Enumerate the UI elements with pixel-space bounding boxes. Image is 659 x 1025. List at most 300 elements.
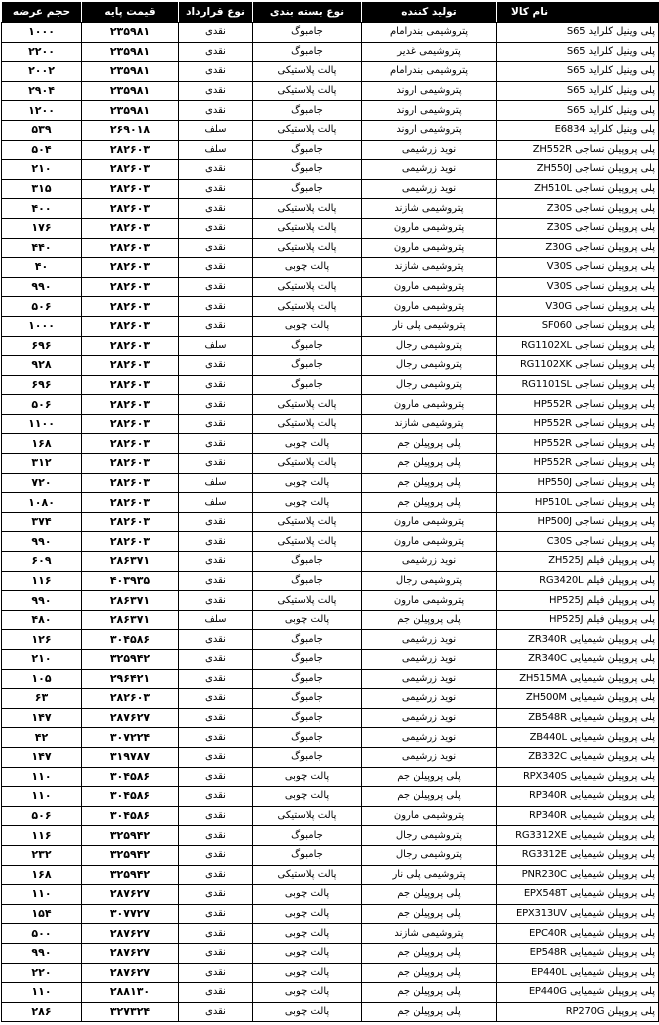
supply-volume-cell: ۱۱۰ — [2, 983, 82, 1003]
header-contract: نوع قرارداد — [179, 2, 253, 23]
packing-type-cell: پالت چوبی — [253, 473, 362, 493]
packing-type-cell: جامبوگ — [253, 23, 362, 43]
price-table — [1, 1, 659, 1022]
base-price-cell: ۳۰۴۵۸۶ — [82, 787, 179, 807]
table-row — [2, 983, 659, 1003]
base-price-cell: ۲۳۵۹۸۱ — [82, 42, 179, 62]
producer-cell: نوید زرشیمی — [362, 728, 497, 748]
table-row — [2, 160, 659, 180]
supply-volume-cell: ۱۶۸ — [2, 865, 82, 885]
base-price-cell: ۲۸۲۶۰۳ — [82, 336, 179, 356]
table-row — [2, 297, 659, 317]
contract-type-cell: نقدی — [179, 179, 253, 199]
producer-cell: پتروشیمی مارون — [362, 591, 497, 611]
contract-type-cell: نقدی — [179, 747, 253, 767]
product-name-cell: پلی پروپیلن شیمیایی EPC40R — [497, 924, 659, 944]
product-name-cell: پلی وینیل کلراید S65 — [497, 101, 659, 121]
table-row — [2, 512, 659, 532]
supply-volume-cell: ۱۰۵ — [2, 669, 82, 689]
product-name-cell: پلی پروپیلن شیمیایی EP440L — [497, 963, 659, 983]
base-price-cell: ۲۸۲۶۰۳ — [82, 140, 179, 160]
supply-volume-cell: ۱۷۶ — [2, 218, 82, 238]
packing-type-cell: پالت چوبی — [253, 885, 362, 905]
header-packing: نوع بسته بندی — [253, 2, 362, 23]
supply-volume-cell: ۹۹۰ — [2, 591, 82, 611]
producer-cell: پتروشیمی شازند — [362, 258, 497, 278]
product-name-cell: پلی پروپیلن شیمیایی EP440G — [497, 983, 659, 1003]
table-row — [2, 669, 659, 689]
packing-type-cell: پالت پلاستیکی — [253, 81, 362, 101]
contract-type-cell: نقدی — [179, 806, 253, 826]
base-price-cell: ۲۸۲۶۰۳ — [82, 199, 179, 219]
packing-type-cell: جامبوگ — [253, 101, 362, 121]
table-row — [2, 924, 659, 944]
supply-volume-cell: ۷۲۰ — [2, 473, 82, 493]
supply-volume-cell: ۳۷۴ — [2, 512, 82, 532]
contract-type-cell: نقدی — [179, 62, 253, 82]
contract-type-cell: سلف — [179, 140, 253, 160]
product-name-cell: پلی پروپیلن نساجی ZH550J — [497, 160, 659, 180]
producer-cell: پتروشیمی مارون — [362, 532, 497, 552]
product-name-cell: پلی پروپیلن نساجی HP552R — [497, 395, 659, 415]
product-name-cell: پلی پروپیلن فیلم ZH525J — [497, 552, 659, 572]
packing-type-cell: پالت چوبی — [253, 983, 362, 1003]
table-row — [2, 493, 659, 513]
base-price-cell: ۲۸۲۶۰۳ — [82, 277, 179, 297]
supply-volume-cell: ۱۵۴ — [2, 904, 82, 924]
table-row — [2, 650, 659, 670]
base-price-cell: ۲۸۷۶۲۷ — [82, 885, 179, 905]
contract-type-cell: نقدی — [179, 983, 253, 1003]
table-row — [2, 591, 659, 611]
table-row — [2, 395, 659, 415]
table-row — [2, 42, 659, 62]
base-price-cell: ۲۸۸۱۳۰ — [82, 983, 179, 1003]
contract-type-cell: نقدی — [179, 277, 253, 297]
base-price-cell: ۲۸۷۶۲۷ — [82, 708, 179, 728]
packing-type-cell: پالت چوبی — [253, 493, 362, 513]
supply-volume-cell: ۹۹۰ — [2, 277, 82, 297]
producer-cell: نوید زرشیمی — [362, 630, 497, 650]
contract-type-cell: نقدی — [179, 454, 253, 474]
product-name-cell: پلی پروپیلن شیمیایی ZR340C — [497, 650, 659, 670]
table-row — [2, 218, 659, 238]
product-name-cell: پلی پروپیلن نساجی Z30G — [497, 238, 659, 258]
product-name-cell: پلی پروپیلن شیمیایی EPX548T — [497, 885, 659, 905]
product-name-cell: پلی پروپیلن نساجی HP552R — [497, 414, 659, 434]
supply-volume-cell: ۱۱۰ — [2, 885, 82, 905]
table-row — [2, 179, 659, 199]
producer-cell: پتروشیمی شازند — [362, 199, 497, 219]
product-name-cell: پلی پروپیلن شیمیایی RPX340S — [497, 767, 659, 787]
product-name-cell: پلی پروپیلن شیمیایی ZH515MA — [497, 669, 659, 689]
base-price-cell: ۲۳۵۹۸۱ — [82, 101, 179, 121]
contract-type-cell: سلف — [179, 120, 253, 140]
product-name-cell: پلی وینیل کلراید S65 — [497, 62, 659, 82]
table-row — [2, 336, 659, 356]
contract-type-cell: نقدی — [179, 689, 253, 709]
product-name-cell: پلی پروپیلن شیمیایی PNR230C — [497, 865, 659, 885]
contract-type-cell: نقدی — [179, 552, 253, 572]
base-price-cell: ۲۸۲۶۰۳ — [82, 316, 179, 336]
producer-cell: پتروشیمی مارون — [362, 297, 497, 317]
base-price-cell: ۲۹۶۴۲۱ — [82, 669, 179, 689]
table-row — [2, 101, 659, 121]
contract-type-cell: نقدی — [179, 238, 253, 258]
packing-type-cell: پالت چوبی — [253, 787, 362, 807]
base-price-cell: ۲۳۵۹۸۱ — [82, 23, 179, 43]
table-row — [2, 356, 659, 376]
contract-type-cell: نقدی — [179, 395, 253, 415]
contract-type-cell: نقدی — [179, 708, 253, 728]
product-name-cell: پلی وینیل کلراید S65 — [497, 81, 659, 101]
producer-cell: نوید زرشیمی — [362, 747, 497, 767]
producer-cell: پتروشیمی رجال — [362, 845, 497, 865]
base-price-cell: ۲۸۲۶۰۳ — [82, 395, 179, 415]
base-price-cell: ۲۸۲۶۰۳ — [82, 179, 179, 199]
product-name-cell: پلی پروپیلن نساجی HP550J — [497, 473, 659, 493]
product-name-cell: پلی پروپیلن شیمیایی RP340R — [497, 787, 659, 807]
contract-type-cell: نقدی — [179, 904, 253, 924]
table-row — [2, 375, 659, 395]
packing-type-cell: پالت پلاستیکی — [253, 199, 362, 219]
header-producer: تولید کننده — [362, 2, 497, 23]
supply-volume-cell: ۲۰۰۲ — [2, 62, 82, 82]
product-name-cell: پلی پروپیلن شیمیایی EPX313UV — [497, 904, 659, 924]
product-name-cell: پلی پروپیلن RP270G — [497, 1002, 659, 1022]
producer-cell: پتروشیمی مارون — [362, 218, 497, 238]
base-price-cell: ۳۲۷۳۲۴ — [82, 1002, 179, 1022]
base-price-cell: ۲۸۲۶۰۳ — [82, 532, 179, 552]
table-row — [2, 1002, 659, 1022]
packing-type-cell: پالت پلاستیکی — [253, 591, 362, 611]
supply-volume-cell: ۲۹۰۴ — [2, 81, 82, 101]
table-row — [2, 199, 659, 219]
table-row — [2, 140, 659, 160]
producer-cell: پتروشیمی مارون — [362, 277, 497, 297]
contract-type-cell: نقدی — [179, 787, 253, 807]
contract-type-cell: نقدی — [179, 865, 253, 885]
supply-volume-cell: ۶۹۶ — [2, 375, 82, 395]
packing-type-cell: پالت پلاستیکی — [253, 238, 362, 258]
table-row — [2, 747, 659, 767]
contract-type-cell: سلف — [179, 473, 253, 493]
producer-cell: پلی پروپیلن جم — [362, 885, 497, 905]
packing-type-cell: پالت چوبی — [253, 316, 362, 336]
product-name-cell: پلی پروپیلن نساجی RG1101SL — [497, 375, 659, 395]
packing-type-cell: جامبوگ — [253, 140, 362, 160]
product-name-cell: پلی پروپیلن شیمیایی RG3312E — [497, 845, 659, 865]
producer-cell: پتروشیمی پلی نار — [362, 865, 497, 885]
packing-type-cell: جامبوگ — [253, 630, 362, 650]
table-row — [2, 258, 659, 278]
producer-cell: نوید زرشیمی — [362, 140, 497, 160]
product-name-cell: پلی پروپیلن نساجی V30S — [497, 277, 659, 297]
packing-type-cell: جامبوگ — [253, 689, 362, 709]
product-name-cell: پلی پروپیلن شیمیایی ZB332C — [497, 747, 659, 767]
packing-type-cell: پالت چوبی — [253, 1002, 362, 1022]
packing-type-cell: پالت چوبی — [253, 924, 362, 944]
table-row — [2, 454, 659, 474]
packing-type-cell: جامبوگ — [253, 552, 362, 572]
table-body — [2, 23, 659, 1022]
packing-type-cell: پالت پلاستیکی — [253, 120, 362, 140]
supply-volume-cell: ۳۱۲ — [2, 454, 82, 474]
producer-cell: پتروشیمی اروند — [362, 120, 497, 140]
supply-volume-cell: ۴۲ — [2, 728, 82, 748]
product-name-cell: پلی پروپیلن نساجی HP552R — [497, 434, 659, 454]
product-name-cell: پلی پروپیلن شیمیایی RP340R — [497, 806, 659, 826]
base-price-cell: ۳۲۵۹۴۲ — [82, 845, 179, 865]
supply-volume-cell: ۵۳۹ — [2, 120, 82, 140]
table-row — [2, 885, 659, 905]
product-name-cell: پلی پروپیلن نساجی HP500J — [497, 512, 659, 532]
producer-cell: پلی پروپیلن جم — [362, 983, 497, 1003]
producer-cell: پلی پروپیلن جم — [362, 943, 497, 963]
base-price-cell: ۲۸۲۶۰۳ — [82, 454, 179, 474]
contract-type-cell: نقدی — [179, 356, 253, 376]
base-price-cell: ۲۸۶۳۷۱ — [82, 610, 179, 630]
base-price-cell: ۲۸۲۶۰۳ — [82, 258, 179, 278]
product-name-cell: پلی وینیل کلراید S65 — [497, 42, 659, 62]
supply-volume-cell: ۵۰۶ — [2, 395, 82, 415]
product-name-cell: پلی پروپیلن شیمیایی ZR340R — [497, 630, 659, 650]
packing-type-cell: پالت پلاستیکی — [253, 395, 362, 415]
contract-type-cell: نقدی — [179, 81, 253, 101]
packing-type-cell: پالت پلاستیکی — [253, 532, 362, 552]
producer-cell: پلی پروپیلن جم — [362, 493, 497, 513]
table-row — [2, 826, 659, 846]
product-name-cell: پلی پروپیلن نساجی V30G — [497, 297, 659, 317]
contract-type-cell: نقدی — [179, 199, 253, 219]
packing-type-cell: جامبوگ — [253, 650, 362, 670]
base-price-cell: ۲۸۲۶۰۳ — [82, 473, 179, 493]
supply-volume-cell: ۴۴۰ — [2, 238, 82, 258]
header-volume: حجم عرضه — [2, 2, 82, 23]
product-name-cell: پلی پروپیلن فیلم RG3420L — [497, 571, 659, 591]
packing-type-cell: جامبوگ — [253, 669, 362, 689]
product-name-cell: پلی پروپیلن نساجی Z30S — [497, 218, 659, 238]
producer-cell: پتروشیمی اروند — [362, 101, 497, 121]
producer-cell: پتروشیمی مارون — [362, 395, 497, 415]
supply-volume-cell: ۹۹۰ — [2, 943, 82, 963]
contract-type-cell: نقدی — [179, 591, 253, 611]
contract-type-cell: نقدی — [179, 767, 253, 787]
contract-type-cell: نقدی — [179, 218, 253, 238]
base-price-cell: ۲۸۶۳۷۱ — [82, 552, 179, 572]
table-row — [2, 532, 659, 552]
supply-volume-cell: ۶۹۶ — [2, 336, 82, 356]
supply-volume-cell: ۲۲۰۰ — [2, 42, 82, 62]
packing-type-cell: جامبوگ — [253, 179, 362, 199]
packing-type-cell: جامبوگ — [253, 356, 362, 376]
base-price-cell: ۳۰۷۲۲۴ — [82, 728, 179, 748]
product-name-cell: پلی وینیل کلراید S65 — [497, 23, 659, 43]
base-price-cell: ۲۸۲۶۰۳ — [82, 493, 179, 513]
table-row — [2, 414, 659, 434]
producer-cell: پتروشیمی بندرامام — [362, 62, 497, 82]
table-row — [2, 904, 659, 924]
product-name-cell: پلی پروپیلن شیمیایی ZB548R — [497, 708, 659, 728]
base-price-cell: ۳۰۴۵۸۶ — [82, 806, 179, 826]
packing-type-cell: پالت پلاستیکی — [253, 277, 362, 297]
product-name-cell: پلی پروپیلن نساجی RG1102XL — [497, 336, 659, 356]
producer-cell: نوید زرشیمی — [362, 669, 497, 689]
producer-cell: نوید زرشیمی — [362, 179, 497, 199]
contract-type-cell: نقدی — [179, 943, 253, 963]
contract-type-cell: نقدی — [179, 885, 253, 905]
product-name-cell: پلی وینیل کلراید E6834 — [497, 120, 659, 140]
base-price-cell: ۳۲۵۹۴۲ — [82, 865, 179, 885]
supply-volume-cell: ۲۸۶ — [2, 1002, 82, 1022]
contract-type-cell: نقدی — [179, 963, 253, 983]
supply-volume-cell: ۱۱۰ — [2, 787, 82, 807]
product-name-cell: پلی پروپیلن شیمیایی EP548R — [497, 943, 659, 963]
supply-volume-cell: ۱۲۶ — [2, 630, 82, 650]
producer-cell: پتروشیمی مارون — [362, 806, 497, 826]
supply-volume-cell: ۹۹۰ — [2, 532, 82, 552]
contract-type-cell: سلف — [179, 610, 253, 630]
contract-type-cell: نقدی — [179, 297, 253, 317]
product-name-cell: پلی پروپیلن نساجی SF060 — [497, 316, 659, 336]
contract-type-cell: نقدی — [179, 316, 253, 336]
base-price-cell: ۲۸۲۶۰۳ — [82, 218, 179, 238]
producer-cell: نوید زرشیمی — [362, 689, 497, 709]
packing-type-cell: پالت چوبی — [253, 258, 362, 278]
producer-cell: نوید زرشیمی — [362, 160, 497, 180]
table-row — [2, 689, 659, 709]
base-price-cell: ۳۰۷۷۲۷ — [82, 904, 179, 924]
producer-cell: پلی پروپیلن جم — [362, 454, 497, 474]
producer-cell: پلی پروپیلن جم — [362, 904, 497, 924]
packing-type-cell: جامبوگ — [253, 826, 362, 846]
base-price-cell: ۲۸۷۶۲۷ — [82, 943, 179, 963]
contract-type-cell: نقدی — [179, 728, 253, 748]
packing-type-cell: جامبوگ — [253, 336, 362, 356]
producer-cell: پلی پروپیلن جم — [362, 434, 497, 454]
producer-cell: نوید زرشیمی — [362, 650, 497, 670]
product-name-cell: پلی پروپیلن نساجی RG1102XK — [497, 356, 659, 376]
supply-volume-cell: ۱۱۶ — [2, 826, 82, 846]
supply-volume-cell: ۲۲۰ — [2, 963, 82, 983]
base-price-cell: ۲۸۲۶۰۳ — [82, 297, 179, 317]
packing-type-cell: پالت چوبی — [253, 943, 362, 963]
packing-type-cell: پالت چوبی — [253, 904, 362, 924]
base-price-cell: ۲۸۲۶۰۳ — [82, 238, 179, 258]
packing-type-cell: جامبوگ — [253, 375, 362, 395]
packing-type-cell: پالت پلاستیکی — [253, 454, 362, 474]
contract-type-cell: نقدی — [179, 845, 253, 865]
supply-volume-cell: ۵۰۶ — [2, 297, 82, 317]
supply-volume-cell: ۱۰۰۰ — [2, 23, 82, 43]
supply-volume-cell: ۲۱۰ — [2, 650, 82, 670]
base-price-cell: ۲۸۲۶۰۳ — [82, 434, 179, 454]
producer-cell: پتروشیمی بندرامام — [362, 23, 497, 43]
supply-volume-cell: ۲۳۲ — [2, 845, 82, 865]
packing-type-cell: جامبوگ — [253, 571, 362, 591]
table-row — [2, 787, 659, 807]
packing-type-cell: پالت پلاستیکی — [253, 512, 362, 532]
supply-volume-cell: ۵۰۴ — [2, 140, 82, 160]
producer-cell: پتروشیمی شازند — [362, 414, 497, 434]
base-price-cell: ۳۲۵۹۴۲ — [82, 650, 179, 670]
product-name-cell: پلی پروپیلن نساجی C30S — [497, 532, 659, 552]
packing-type-cell: جامبوگ — [253, 728, 362, 748]
product-name-cell: پلی پروپیلن شیمیایی RG3312XE — [497, 826, 659, 846]
table-row — [2, 610, 659, 630]
packing-type-cell: پالت چوبی — [253, 434, 362, 454]
producer-cell: پلی پروپیلن جم — [362, 610, 497, 630]
table-row — [2, 943, 659, 963]
table-row — [2, 963, 659, 983]
base-price-cell: ۲۸۷۶۲۷ — [82, 963, 179, 983]
table-row — [2, 571, 659, 591]
producer-cell: پلی پروپیلن جم — [362, 1002, 497, 1022]
supply-volume-cell: ۵۰۰ — [2, 924, 82, 944]
supply-volume-cell: ۱۰۸۰ — [2, 493, 82, 513]
base-price-cell: ۲۶۹۰۱۸ — [82, 120, 179, 140]
supply-volume-cell: ۱۰۰۰ — [2, 316, 82, 336]
base-price-cell: ۳۱۹۷۸۷ — [82, 747, 179, 767]
contract-type-cell: نقدی — [179, 101, 253, 121]
packing-type-cell: پالت چوبی — [253, 767, 362, 787]
table-row — [2, 277, 659, 297]
producer-cell: پتروشیمی پلی نار — [362, 316, 497, 336]
product-name-cell: پلی پروپیلن نساجی HP510L — [497, 493, 659, 513]
contract-type-cell: نقدی — [179, 160, 253, 180]
base-price-cell: ۳۰۴۵۸۶ — [82, 767, 179, 787]
product-name-cell: پلی پروپیلن فیلم HP525J — [497, 591, 659, 611]
producer-cell: نوید زرشیمی — [362, 552, 497, 572]
base-price-cell: ۲۳۵۹۸۱ — [82, 81, 179, 101]
table-row — [2, 767, 659, 787]
packing-type-cell: پالت چوبی — [253, 963, 362, 983]
producer-cell: پتروشیمی مارون — [362, 512, 497, 532]
table-row — [2, 845, 659, 865]
producer-cell: پتروشیمی اروند — [362, 81, 497, 101]
contract-type-cell: نقدی — [179, 23, 253, 43]
header-row — [2, 2, 659, 23]
producer-cell: پتروشیمی رجال — [362, 571, 497, 591]
supply-volume-cell: ۳۱۵ — [2, 179, 82, 199]
product-name-cell: پلی پروپیلن نساجی Z30S — [497, 199, 659, 219]
supply-volume-cell: ۱۱۶ — [2, 571, 82, 591]
base-price-cell: ۲۸۲۶۰۳ — [82, 160, 179, 180]
contract-type-cell: نقدی — [179, 650, 253, 670]
producer-cell: پتروشیمی رجال — [362, 356, 497, 376]
packing-type-cell: پالت پلاستیکی — [253, 414, 362, 434]
contract-type-cell: نقدی — [179, 258, 253, 278]
base-price-cell: ۲۸۲۶۰۳ — [82, 414, 179, 434]
header-name: نام کالا — [497, 2, 659, 23]
base-price-cell: ۳۰۴۵۸۶ — [82, 630, 179, 650]
product-name-cell: پلی پروپیلن نساجی ZH510L — [497, 179, 659, 199]
table-row — [2, 552, 659, 572]
contract-type-cell: نقدی — [179, 512, 253, 532]
table-row — [2, 81, 659, 101]
supply-volume-cell: ۱۱۰۰ — [2, 414, 82, 434]
producer-cell: پتروشیمی مارون — [362, 238, 497, 258]
supply-volume-cell: ۱۴۷ — [2, 747, 82, 767]
supply-volume-cell: ۴۰ — [2, 258, 82, 278]
product-name-cell: پلی پروپیلن نساجی V30S — [497, 258, 659, 278]
table-row — [2, 806, 659, 826]
supply-volume-cell: ۴۸۰ — [2, 610, 82, 630]
base-price-cell: ۲۸۲۶۰۳ — [82, 356, 179, 376]
supply-volume-cell: ۶۳ — [2, 689, 82, 709]
packing-type-cell: پالت پلاستیکی — [253, 806, 362, 826]
product-name-cell: پلی پروپیلن نساجی HP552R — [497, 454, 659, 474]
